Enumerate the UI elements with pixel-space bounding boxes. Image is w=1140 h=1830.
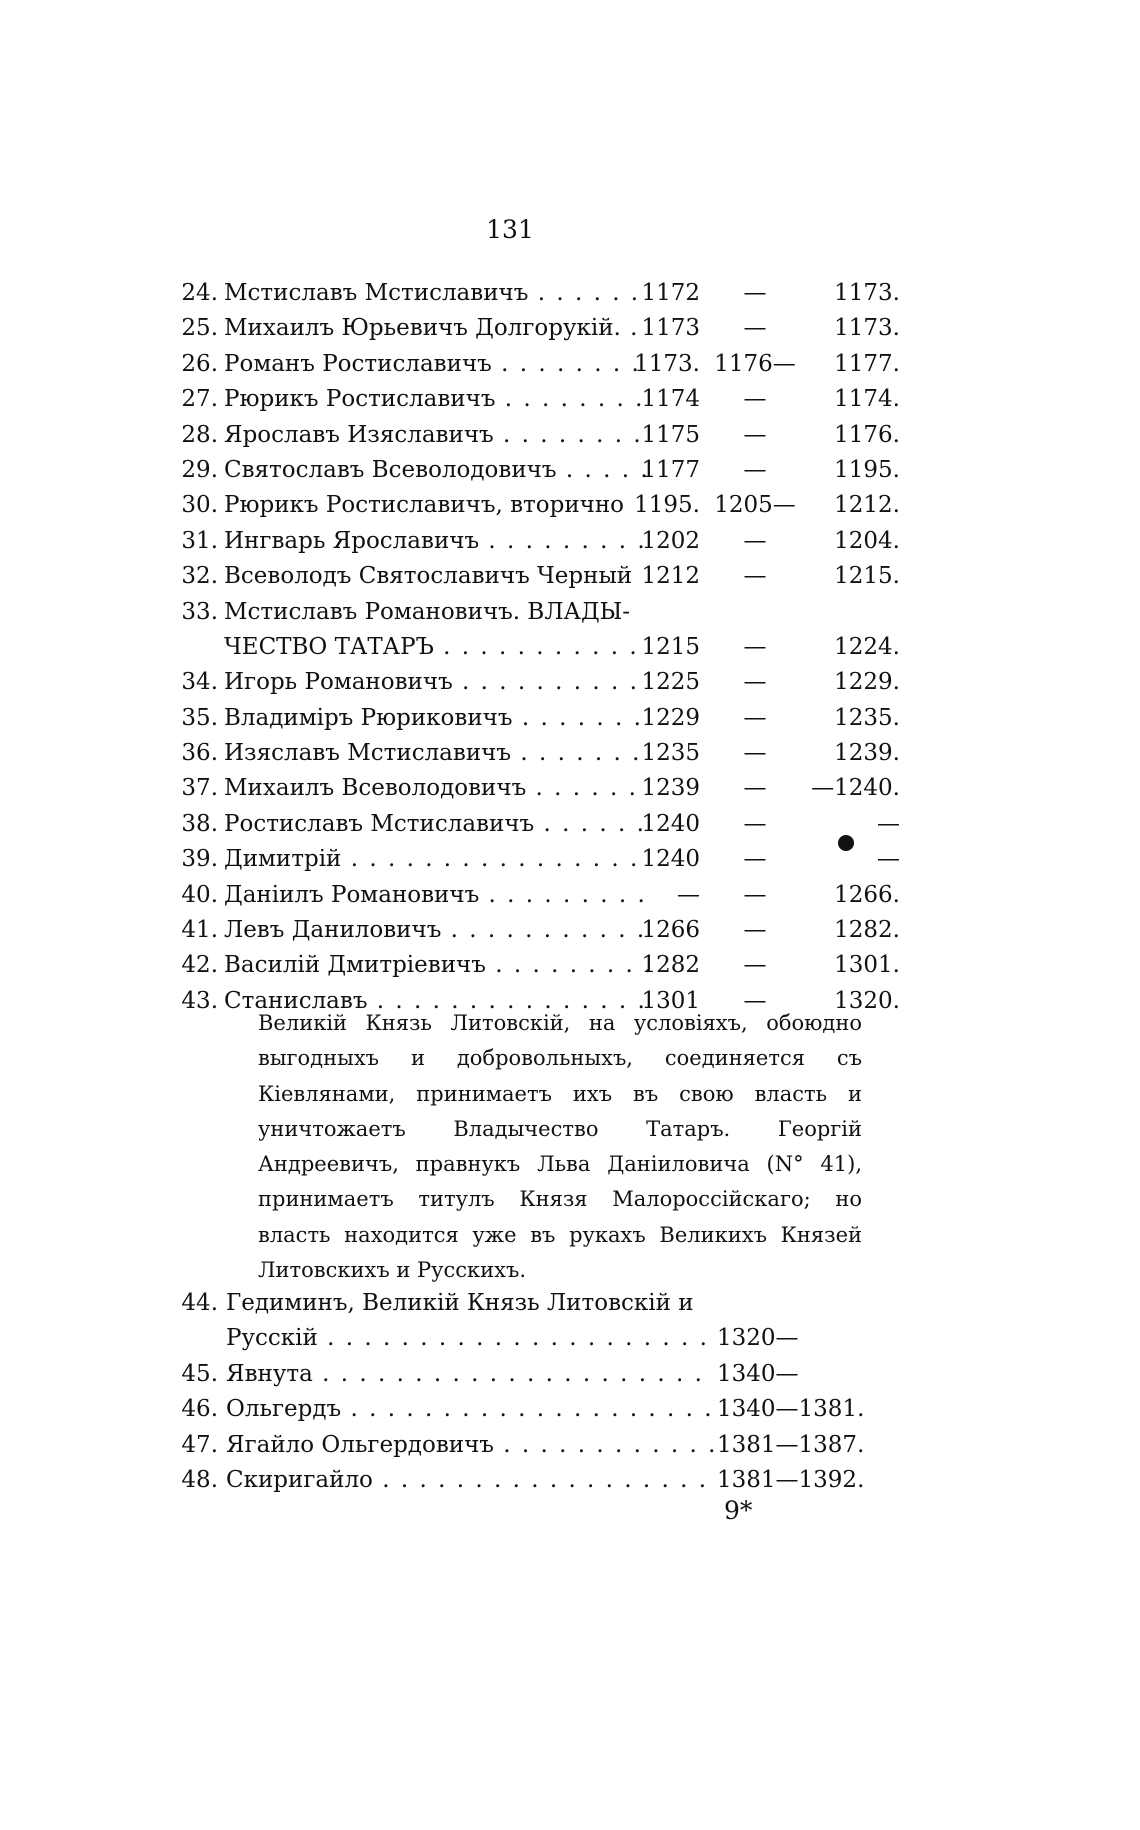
ruler-name: Ярославъ Изяславичъ (224, 421, 494, 448)
year-end: 1282. (834, 917, 900, 944)
year-mid: — (743, 810, 767, 837)
year-end: 1173. (834, 280, 900, 306)
entry-number: 33. (181, 598, 218, 625)
year-mid: — (743, 669, 767, 696)
entry-number: 28. (181, 421, 218, 448)
list-item (170, 1357, 900, 1392)
list-item (170, 878, 900, 913)
years: 1381—1387. (717, 1431, 865, 1458)
year-mid: — (743, 775, 767, 802)
year-start: 1175 (641, 421, 700, 448)
ruler-name: Скиригайло (226, 1466, 373, 1493)
entry-number: 37. (181, 775, 218, 802)
list-item (170, 1463, 900, 1498)
year-start: 1240 (641, 810, 700, 837)
entry-number: 36. (181, 740, 218, 767)
entry-number: 27. (181, 386, 218, 413)
year-end: 1204. (834, 527, 900, 554)
year-start: 1177 (641, 456, 700, 483)
historical-note: Великій Князь Литовскій, на условіяхъ, обоюдно выгодныхъ и добровольныхъ, соединяется съ Кіевлянами, принимаетъ ихъ въ свою власть и уничтожаетъ Владычество Татаръ. Георгій Андреевичъ, правнукъ Льва Даніиловича (N° 41), принимаетъ титулъ Князя Малороссійскаго; но власть находится уже въ рукахъ Великихъ Князей Литовскихъ и Русскихъ. (258, 1011, 862, 1283)
year-end: 1212. (834, 492, 900, 519)
year-mid: — (743, 633, 767, 660)
year-mid: 1176— (714, 350, 796, 377)
years: 1340—1381. (717, 1396, 865, 1423)
list-item (170, 771, 900, 806)
entry-number: 38. (181, 810, 218, 837)
year-mid: — (743, 280, 767, 306)
entry-number: 35. (181, 704, 218, 731)
entry-number: 43. (181, 987, 218, 1014)
year-mid: — (743, 987, 767, 1014)
list-item (170, 276, 900, 311)
year-start: 1266 (641, 917, 700, 944)
list-item (170, 1321, 900, 1356)
year-end: 1301. (834, 952, 900, 979)
entry-number: 24. (181, 280, 218, 306)
ruler-name: Рюрикъ Ростиславичъ, вторично (224, 492, 625, 519)
ruler-name: Станиславъ (224, 987, 368, 1014)
ruler-name: Ингварь Ярославичъ (224, 527, 480, 554)
entry-number: 41. (181, 917, 218, 944)
years: 1320— (717, 1325, 799, 1352)
year-end: 1235. (834, 704, 900, 731)
year-start: 1212 (641, 563, 700, 590)
year-start: 1173. (634, 350, 700, 377)
ruler-name: Ягайло Ольгердовичъ (226, 1431, 494, 1458)
ruler-name: Михаилъ Юрьевичъ Долгорукій. (224, 315, 621, 342)
year-start: — (677, 881, 700, 908)
year-start: 1173 (641, 315, 700, 342)
list-item (170, 842, 900, 877)
ruler-name: Изяславъ Мстиславичъ (224, 740, 512, 767)
entry-number: 39. (181, 846, 218, 873)
list-item (170, 488, 900, 523)
list-item (170, 559, 900, 594)
rulers-list (170, 276, 900, 1019)
year-end: 1174. (834, 386, 900, 413)
years: 1381—1392. (717, 1466, 865, 1493)
list-item (170, 807, 900, 842)
ink-blot (838, 835, 854, 851)
year-start: 1239 (641, 775, 700, 802)
list-item (170, 1428, 900, 1463)
ruler-name: Гедиминъ, Великій Князь Литовскій и (226, 1290, 694, 1316)
year-start: 1174 (641, 386, 700, 413)
list-item (170, 948, 900, 983)
year-start: 1215 (641, 633, 700, 660)
list-item (170, 1286, 900, 1321)
entry-number: 31. (181, 527, 218, 554)
year-end: 1320. (834, 987, 900, 1014)
year-end: — (877, 810, 900, 837)
entry-number: 44. (181, 1290, 218, 1316)
lithuanian-rulers-list (170, 1286, 900, 1498)
entry-number: 29. (181, 456, 218, 483)
list-item (170, 382, 900, 417)
ruler-name: Святославъ Всеволодовичъ (224, 456, 557, 483)
year-mid: — (743, 704, 767, 731)
year-start: 1202 (641, 527, 700, 554)
year-mid: — (743, 456, 767, 483)
entry-number: 45. (181, 1360, 218, 1387)
ruler-name: Романъ Ростиславичъ (224, 350, 492, 377)
entry-number: 46. (181, 1396, 218, 1423)
year-end: 1239. (834, 740, 900, 767)
year-end: — (877, 846, 900, 873)
signature-mark: 9* (724, 1496, 753, 1525)
year-end: 1173. (834, 315, 900, 342)
list-item (170, 347, 900, 382)
year-end: 1176. (834, 421, 900, 448)
ruler-name: Димитрій (224, 846, 342, 873)
year-mid: — (743, 740, 767, 767)
year-start: 1229 (641, 704, 700, 731)
year-end: —1240. (811, 775, 900, 802)
list-item (170, 524, 900, 559)
ruler-name: Рюрикъ Ростиславичъ (224, 386, 496, 413)
entry-number: 30. (181, 492, 218, 519)
year-mid: — (743, 846, 767, 873)
year-mid: — (743, 563, 767, 590)
year-mid: — (743, 881, 767, 908)
year-end: 1224. (834, 633, 900, 660)
ruler-name: Михаилъ Всеволодовичъ (224, 775, 527, 802)
page-number: 131 (486, 215, 534, 244)
year-start: 1282 (641, 952, 700, 979)
entry-number: 34. (181, 669, 218, 696)
list-item (170, 453, 900, 488)
year-mid: — (743, 315, 767, 342)
entry-number: 40. (181, 881, 218, 908)
year-end: 1266. (834, 881, 900, 908)
list-item (170, 418, 900, 453)
ruler-name: Даніилъ Романовичъ (224, 881, 480, 908)
list-item (170, 701, 900, 736)
year-start: 1225 (641, 669, 700, 696)
years: 1340— (717, 1360, 799, 1387)
ruler-name: Мстиславъ Мстиславичъ (224, 280, 529, 306)
year-start: 1301 (641, 987, 700, 1014)
list-item (170, 913, 900, 948)
ruler-name: Русскій (226, 1325, 318, 1352)
list-item (170, 311, 900, 346)
entry-number: 25. (181, 315, 218, 342)
year-mid: — (743, 386, 767, 413)
year-end: 1229. (834, 669, 900, 696)
ruler-name: Левъ Даниловичъ (224, 917, 442, 944)
year-start: 1172 (641, 280, 700, 306)
entry-number: 47. (181, 1431, 218, 1458)
year-start: 1195. (634, 492, 700, 519)
year-end: 1195. (834, 456, 900, 483)
year-mid: — (743, 527, 767, 554)
ruler-name: Василій Дмитріевичъ (224, 952, 486, 979)
year-end: 1215. (834, 563, 900, 590)
ruler-name: Всеволодъ Святославичъ Черный (224, 563, 633, 590)
year-mid: — (743, 421, 767, 448)
list-item (170, 665, 900, 700)
year-mid: — (743, 952, 767, 979)
ruler-name: Мстиславъ Романовичъ. ВЛАДЫ- (224, 598, 631, 625)
ruler-name: Явнута (226, 1360, 313, 1387)
list-item (170, 1392, 900, 1427)
ruler-name: ЧЕСТВО ТАТАРЪ (224, 633, 434, 660)
year-mid: 1205— (714, 492, 796, 519)
year-start: 1240 (641, 846, 700, 873)
ruler-name: Ольгердъ (226, 1396, 342, 1423)
list-item (170, 630, 900, 665)
ruler-name: Ростиславъ Мстиславичъ (224, 810, 535, 837)
entry-number: 32. (181, 563, 218, 590)
list-item (170, 595, 900, 630)
entry-number: 42. (181, 952, 218, 979)
year-start: 1235 (641, 740, 700, 767)
ruler-name: Игорь Романовичъ (224, 669, 453, 696)
ruler-name: Владиміръ Рюриковичъ (224, 704, 513, 731)
entry-number: 26. (181, 350, 218, 377)
list-item (170, 736, 900, 771)
entry-number: 48. (181, 1466, 218, 1493)
year-end: 1177. (834, 350, 900, 377)
year-mid: — (743, 917, 767, 944)
